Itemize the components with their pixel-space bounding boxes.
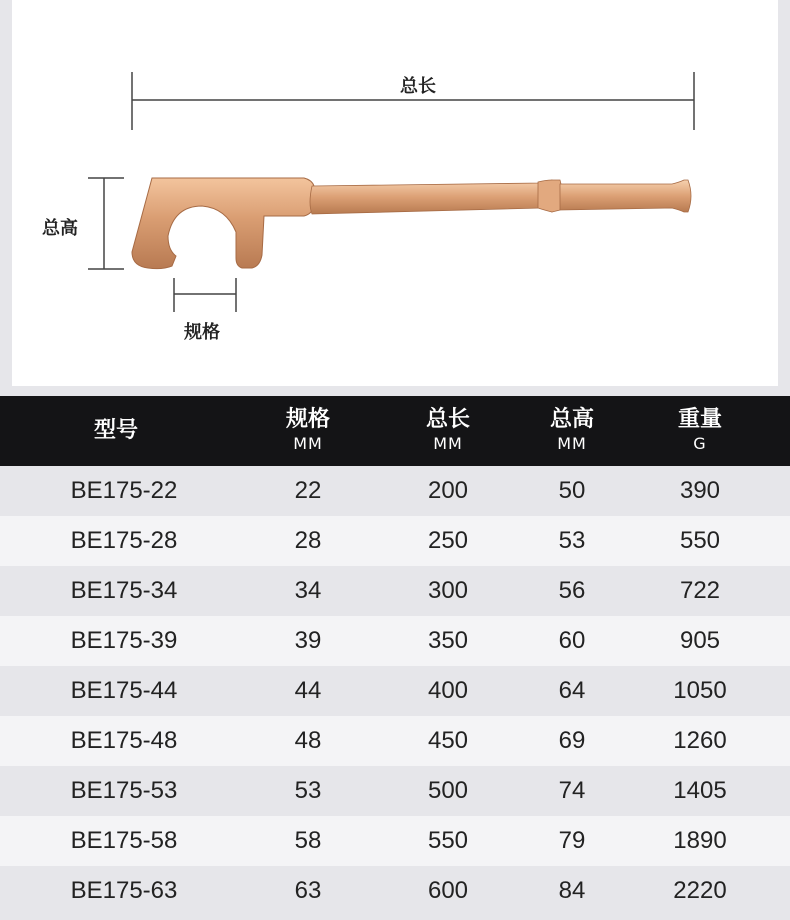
table-cell: 34 — [294, 577, 322, 604]
table-cell: 48 — [294, 727, 322, 754]
table-cell: 63 — [294, 877, 322, 904]
table-cell: 1050 — [673, 677, 727, 704]
wrench-diagram — [12, 0, 778, 386]
table-cell: 2220 — [673, 877, 727, 904]
spec-label: 规格 — [184, 322, 220, 343]
header-spec: 规格 MM — [285, 407, 331, 453]
total-height-label: 总高 — [42, 218, 78, 239]
table-cell: 39 — [294, 627, 322, 654]
table-cell: 53 — [558, 527, 586, 554]
table-cell: 69 — [558, 727, 586, 754]
table-cell: 250 — [427, 527, 469, 554]
table-row — [0, 766, 790, 816]
table-cell: 50 — [558, 477, 586, 504]
table-cell: BE175-39 — [70, 627, 178, 654]
table-row — [0, 466, 790, 516]
table-cell: 450 — [427, 727, 469, 754]
table-cell: 56 — [558, 577, 586, 604]
table-cell: BE175-28 — [70, 527, 178, 554]
table-cell: 53 — [294, 777, 322, 804]
header-weight: 重量 G — [677, 407, 723, 453]
table-cell: 58 — [294, 827, 322, 854]
table-cell: BE175-63 — [70, 877, 178, 904]
header-model: 型号 — [93, 418, 139, 443]
spec-dimension — [174, 278, 236, 312]
wrench-shape — [132, 178, 691, 269]
spec-table — [0, 396, 790, 916]
table-row — [0, 616, 790, 666]
table-header — [0, 396, 790, 466]
table-cell: BE175-34 — [70, 577, 178, 604]
table-cell: 550 — [427, 827, 469, 854]
table-cell: 722 — [679, 577, 721, 604]
table-cell: 74 — [558, 777, 586, 804]
header-total-length: 总长 MM — [425, 407, 471, 453]
table-cell: BE175-58 — [70, 827, 178, 854]
table-cell: BE175-48 — [70, 727, 178, 754]
table-row — [0, 866, 790, 916]
table-cell: 1890 — [673, 827, 727, 854]
table-cell: 84 — [558, 877, 586, 904]
table-cell: 550 — [679, 527, 721, 554]
total-height-dimension — [88, 178, 124, 269]
table-cell: 905 — [679, 627, 721, 654]
table-cell: 28 — [294, 527, 322, 554]
table-cell: 500 — [427, 777, 469, 804]
table-cell: 60 — [558, 627, 586, 654]
table-cell: 350 — [427, 627, 469, 654]
table-row — [0, 516, 790, 566]
table-cell: 1260 — [673, 727, 727, 754]
product-illustration — [12, 0, 778, 386]
table-cell: 390 — [679, 477, 721, 504]
table-cell: BE175-22 — [70, 477, 178, 504]
table-row — [0, 716, 790, 766]
header-total-height: 总高 MM — [549, 407, 595, 453]
table-cell: 64 — [558, 677, 586, 704]
table-cell: 400 — [427, 677, 469, 704]
table-cell: 1405 — [673, 777, 727, 804]
table-cell: 200 — [427, 477, 469, 504]
table-cell: 600 — [427, 877, 469, 904]
table-cell: BE175-53 — [70, 777, 178, 804]
table-row — [0, 566, 790, 616]
table-cell: BE175-44 — [70, 677, 178, 704]
table-body — [0, 466, 790, 916]
table-row — [0, 666, 790, 716]
table-row — [0, 816, 790, 866]
table-cell: 22 — [294, 477, 322, 504]
table-cell: 44 — [294, 677, 322, 704]
table-cell: 300 — [427, 577, 469, 604]
table-cell: 79 — [558, 827, 586, 854]
total-length-label: 总长 — [400, 76, 436, 97]
